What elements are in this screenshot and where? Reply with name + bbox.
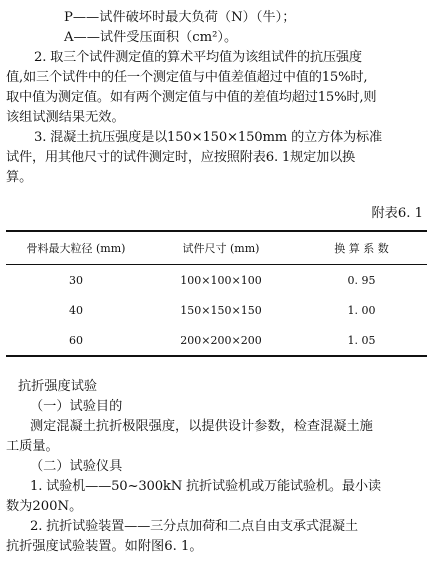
conversion-table bbox=[6, 230, 427, 357]
cell-conversion-factor: 1. 00 bbox=[347, 303, 376, 317]
text-line: 抗折强度试验装置。如附图6. 1。 bbox=[6, 539, 203, 554]
text-line: 该组试测结果无效。 bbox=[6, 110, 125, 125]
text-line: 值,如三个试件中的任一个测定值与中值差值超过中值的15%时, bbox=[6, 70, 368, 85]
cell-aggregate-size: 40 bbox=[69, 303, 83, 317]
flexural-test-section bbox=[6, 377, 433, 557]
subheading-purpose: （一）试验目的 bbox=[30, 399, 123, 414]
def-a: A——试件受压面积（cm²）。 bbox=[64, 30, 238, 45]
table-row bbox=[6, 325, 427, 356]
table-header-row bbox=[6, 231, 427, 265]
cell-specimen-size: 200×200×200 bbox=[180, 333, 262, 347]
subheading-apparatus: （二）试验仪具 bbox=[30, 459, 123, 474]
paragraph-2 bbox=[6, 48, 433, 128]
cell-conversion-factor: 0. 95 bbox=[347, 273, 376, 287]
header-specimen-size: 试件尺寸 (mm) bbox=[182, 242, 260, 255]
text-line: 试件，用其他尺寸的试件测定时，应按照附表6. 1规定加以换 bbox=[6, 150, 356, 165]
cell-aggregate-size: 60 bbox=[69, 333, 83, 347]
table-caption: 附表6. 1 bbox=[371, 206, 423, 221]
text-line: 测定混凝土抗折极限强度，以提供设计参数，检查混凝土施 bbox=[30, 419, 373, 434]
cell-conversion-factor: 1. 05 bbox=[347, 333, 376, 347]
text-line: 取中值为测定值。如有两个测定值与中值的差值均超过15%时,则 bbox=[6, 90, 377, 105]
text-line: 工质量。 bbox=[6, 439, 59, 454]
cell-aggregate-size: 30 bbox=[69, 273, 83, 287]
section-heading: 抗折强度试验 bbox=[18, 379, 98, 394]
text-line: 2. 取三个试件测定值的算术平均值为该组试件的抗压强度 bbox=[34, 50, 362, 65]
table-row bbox=[6, 295, 427, 325]
text-line: 算。 bbox=[6, 170, 33, 185]
text-line: 数为200N。 bbox=[6, 499, 83, 514]
header-aggregate-size: 骨料最大粒径 (mm) bbox=[26, 242, 126, 255]
text-line: 2. 抗折试验装置——三分点加荷和二点自由支承式混凝土 bbox=[30, 519, 358, 534]
table-row bbox=[6, 265, 427, 296]
header-conversion-factor: 换 算 系 数 bbox=[334, 242, 389, 255]
def-p: P——试件破坏时最大负荷（N）（牛）； bbox=[64, 10, 296, 25]
formula-definitions bbox=[6, 8, 433, 48]
text-line: 3. 混凝土抗压强度是以150×150×150mm 的立方体为标准 bbox=[34, 130, 382, 145]
cell-specimen-size: 100×100×100 bbox=[180, 273, 262, 287]
cell-specimen-size: 150×150×150 bbox=[180, 303, 262, 317]
paragraph-3 bbox=[6, 128, 433, 188]
text-line: 1. 试验机——50~300kN 抗折试验机或万能试验机。最小读 bbox=[30, 479, 381, 494]
